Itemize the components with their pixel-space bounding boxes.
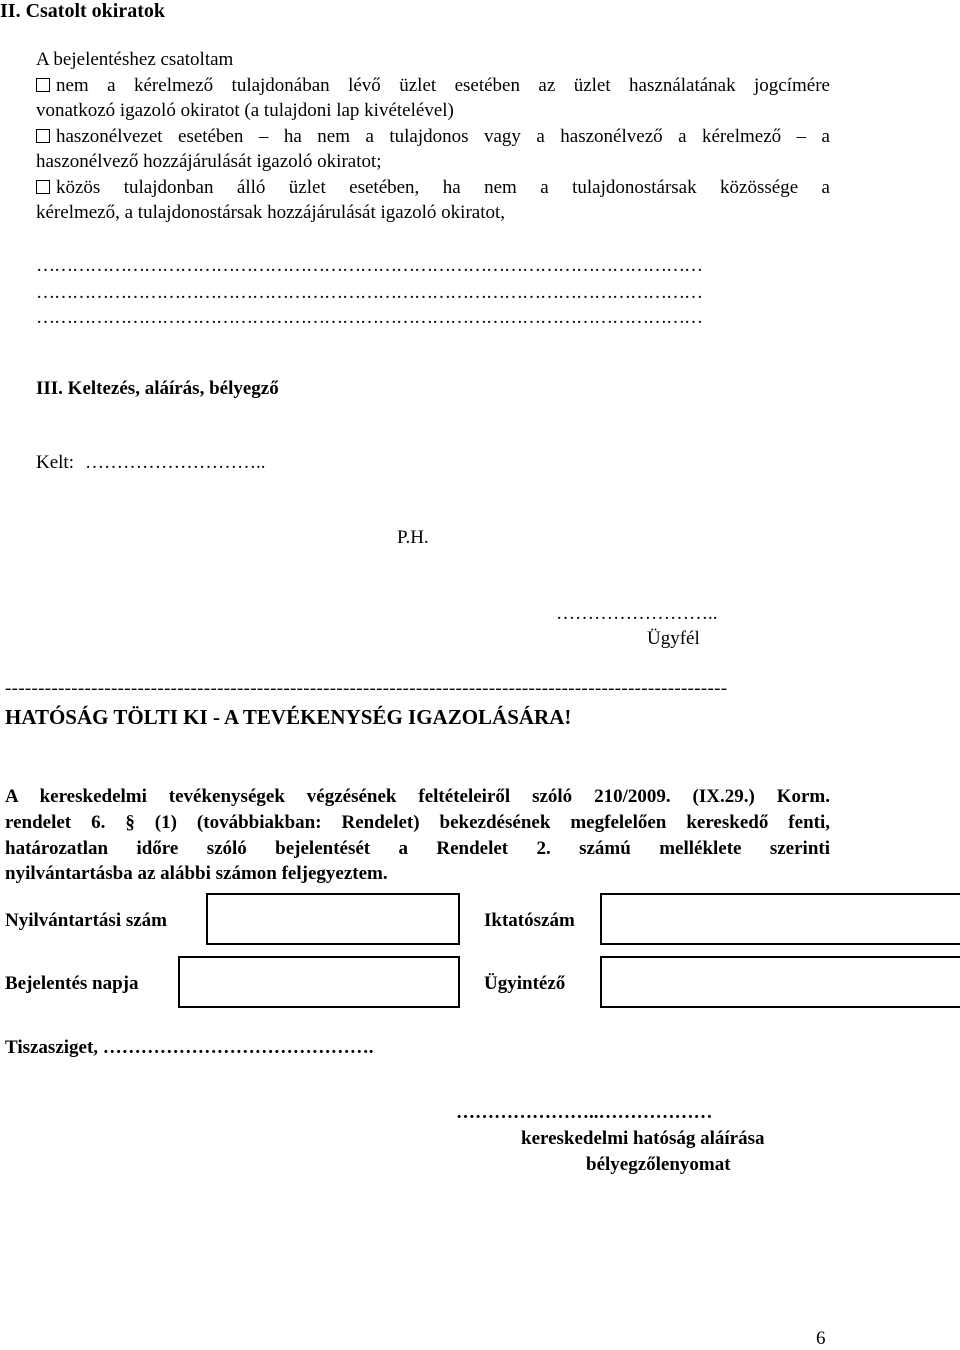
kelt-label: Kelt: bbox=[36, 452, 74, 473]
section-2-title: II. Csatolt okiratok bbox=[0, 0, 166, 22]
official-signature-dots[interactable]: …………………..……………… bbox=[456, 1102, 713, 1123]
section-3-title: III. Keltezés, aláírás, bélyegző bbox=[36, 378, 279, 399]
authority-paragraph-line-3: határozatlan időre szóló bejelentését a Rendelet 2. számú melléklete szerinti bbox=[5, 838, 830, 859]
attachment-item-2: haszonélvezet esetében – ha nem a tulajdonos vagy a haszonélvező a kérelmező – a bbox=[36, 126, 830, 148]
authority-paragraph-line-2: rendelet 6. § (1) (továbbiakban: Rendelet) bekezdésének megfelelően kereskedő fenti, bbox=[5, 812, 830, 833]
ph-stamp-label: P.H. bbox=[397, 527, 429, 548]
registration-number-label: Nyilvántartási szám bbox=[5, 910, 168, 931]
authority-paragraph-line-1: A kereskedelmi tevékenységek végzésének feltételeiről szóló 210/2009. (IX.29.) Korm. bbox=[5, 786, 830, 807]
attachment-item-3-cont: kérelmező, a tulajdonostársak hozzájárulását igazoló okiratot, bbox=[36, 202, 506, 223]
registration-number-field[interactable] bbox=[206, 893, 460, 945]
official-stamp-label: bélyegzőlenyomat bbox=[586, 1154, 731, 1175]
file-number-field[interactable] bbox=[600, 893, 960, 945]
place-date-line[interactable]: Tiszasziget, ……………………………………. bbox=[5, 1037, 374, 1058]
attachment-item-1-cont: vonatkozó igazoló okiratot (a tulajdoni lap kivételével) bbox=[36, 100, 454, 121]
attachments-intro: A bejelentéshez csatoltam bbox=[36, 49, 234, 70]
file-number-label: Iktatószám bbox=[484, 910, 575, 931]
checkbox[interactable] bbox=[36, 180, 50, 194]
filing-date-field[interactable] bbox=[178, 956, 460, 1008]
checkbox[interactable] bbox=[36, 78, 50, 92]
authority-paragraph-line-4: nyilvántartásba az alábbi számon feljegyeztem. bbox=[5, 863, 388, 884]
attachment-item-2-cont: haszonélvező hozzájárulását igazoló okiratot; bbox=[36, 151, 382, 172]
signature-dots[interactable]: …………………….. bbox=[556, 603, 718, 624]
dotted-line-1[interactable]: ………………………………………………………………………………………………… bbox=[36, 255, 702, 276]
checkbox[interactable] bbox=[36, 129, 50, 143]
signature-label: Ügyfél bbox=[647, 628, 700, 649]
kelt-dots[interactable]: ……………………….. bbox=[85, 452, 266, 473]
case-officer-label: Ügyintéző bbox=[484, 973, 566, 994]
attachment-item-3: közös tulajdonban álló üzlet esetében, ha nem a tulajdonostársak közössége a bbox=[36, 177, 830, 199]
dotted-line-3[interactable]: ………………………………………………………………………………………………… bbox=[36, 307, 702, 328]
case-officer-field[interactable] bbox=[600, 956, 960, 1008]
dotted-line-2[interactable]: ………………………………………………………………………………………………… bbox=[36, 282, 702, 303]
authority-heading: HATÓSÁG TÖLTI KI - A TEVÉKENYSÉG IGAZOLÁSÁRA! bbox=[5, 705, 572, 729]
separator-line: ------------------------------------------------------------------------------------------------------------- bbox=[5, 678, 728, 699]
attachment-item-1: nem a kérelmező tulajdonában lévő üzlet esetében az üzlet használatának jogcímére bbox=[36, 75, 830, 97]
filing-date-label: Bejelentés napja bbox=[5, 973, 139, 994]
page-number: 6 bbox=[816, 1328, 826, 1349]
official-signature-label: kereskedelmi hatóság aláírása bbox=[521, 1128, 765, 1149]
